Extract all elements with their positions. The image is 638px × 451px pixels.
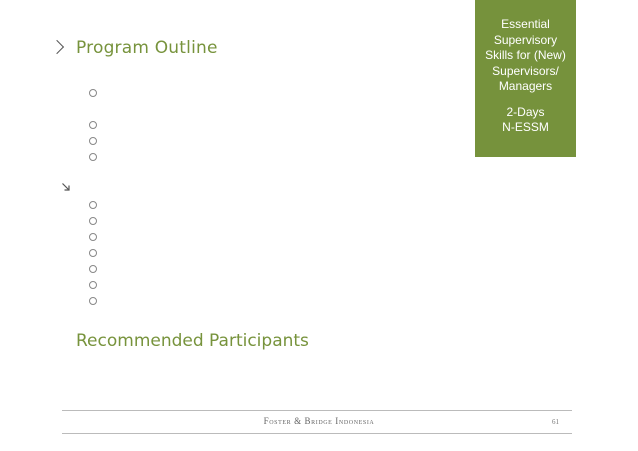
sub-bullet-icon [89,297,97,305]
course-info-box [475,0,576,157]
course-code: N-ESSM [502,120,549,134]
course-title-line: Supervisors/ [492,63,559,78]
page-number: 61 [552,418,559,426]
sub-bullet-icon [89,201,97,209]
program-outline-heading [50,38,218,58]
footer-brand: Foster & Bridge Indonesia [263,416,375,426]
arrow-down-right-icon [61,182,71,192]
section-title: Program Outline [76,38,218,58]
footer-rule-bottom [62,433,572,434]
sub-bullet-icon [89,89,97,97]
sub-bullet-icon [89,249,97,257]
sub-bullet-icon [89,121,97,129]
sub-bullet-icon [89,265,97,273]
sub-bullet-icon [89,233,97,241]
footer-rule-top [62,410,572,411]
sub-bullet-icon [89,153,97,161]
course-duration: 2-Days [506,104,545,119]
sub-bullet-icon [89,217,97,225]
chevron-right-icon [50,39,68,57]
recommended-participants-heading: Recommended Participants [76,331,309,351]
spacer [475,95,576,105]
course-title-line: Skills for (New) [485,48,566,62]
sub-bullet-icon [89,281,97,289]
course-title-line: Managers [498,79,553,93]
sub-bullet-icon [89,137,97,145]
course-title-line: Essential [501,17,550,31]
course-title-line: Supervisory [493,32,558,47]
